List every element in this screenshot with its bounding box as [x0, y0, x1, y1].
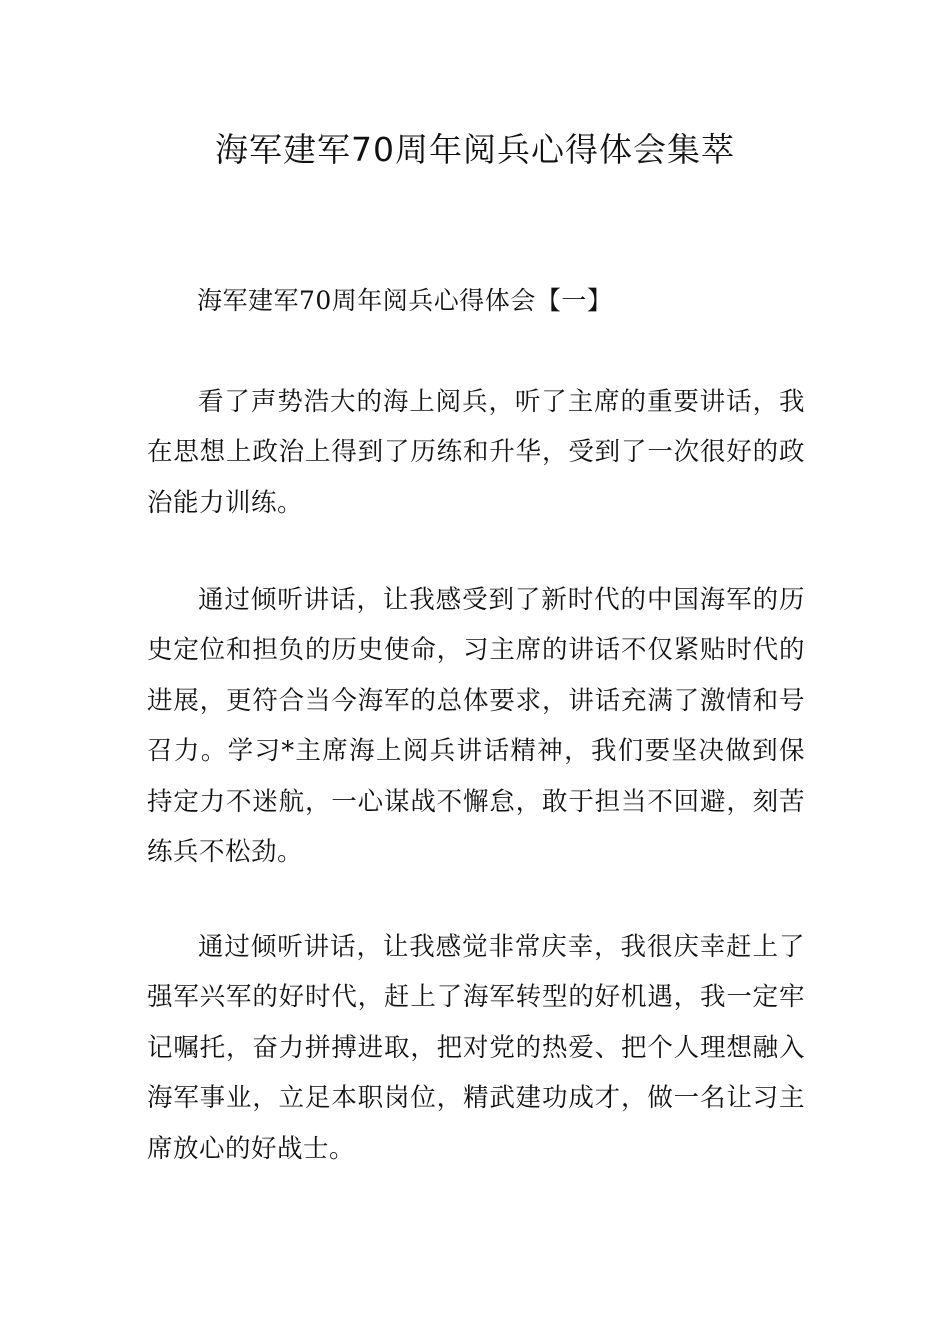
body-paragraph-1: 看了声势浩大的海上阅兵，听了主席的重要讲话，我在思想上政治上得到了历练和升华，受到了一次很好的政治能力训练。: [147, 387, 805, 518]
body-paragraph-3: 通过倾听讲话，让我感觉非常庆幸，我很庆幸赶上了强军兴军的好时代，赶上了海军转型的好机遇，我一定牢记嘱托，奋力拼搏进取，把对党的热爱、把个人理想融入海军事业，立足本职岗位，精武建功成才，做一名让习主席放心的好战士。: [147, 932, 805, 1164]
section-heading: 海军建军70周年阅兵心得体会【一】: [197, 286, 613, 315]
body-paragraph-2: 通过倾听讲话，让我感受到了新时代的中国海军的历史定位和担负的历史使命，习主席的讲话不仅紧贴时代的进展，更符合当今海军的总体要求，讲话充满了激情和号召力。学习*主席海上阅兵讲话精神，我们要坚决做到保持定力不迷航，一心谋战不懈怠，敢于担当不回避，刻苦练兵不松劲。: [147, 585, 805, 868]
document-title: 海军建军70周年阅兵心得体会集萃: [215, 130, 735, 169]
